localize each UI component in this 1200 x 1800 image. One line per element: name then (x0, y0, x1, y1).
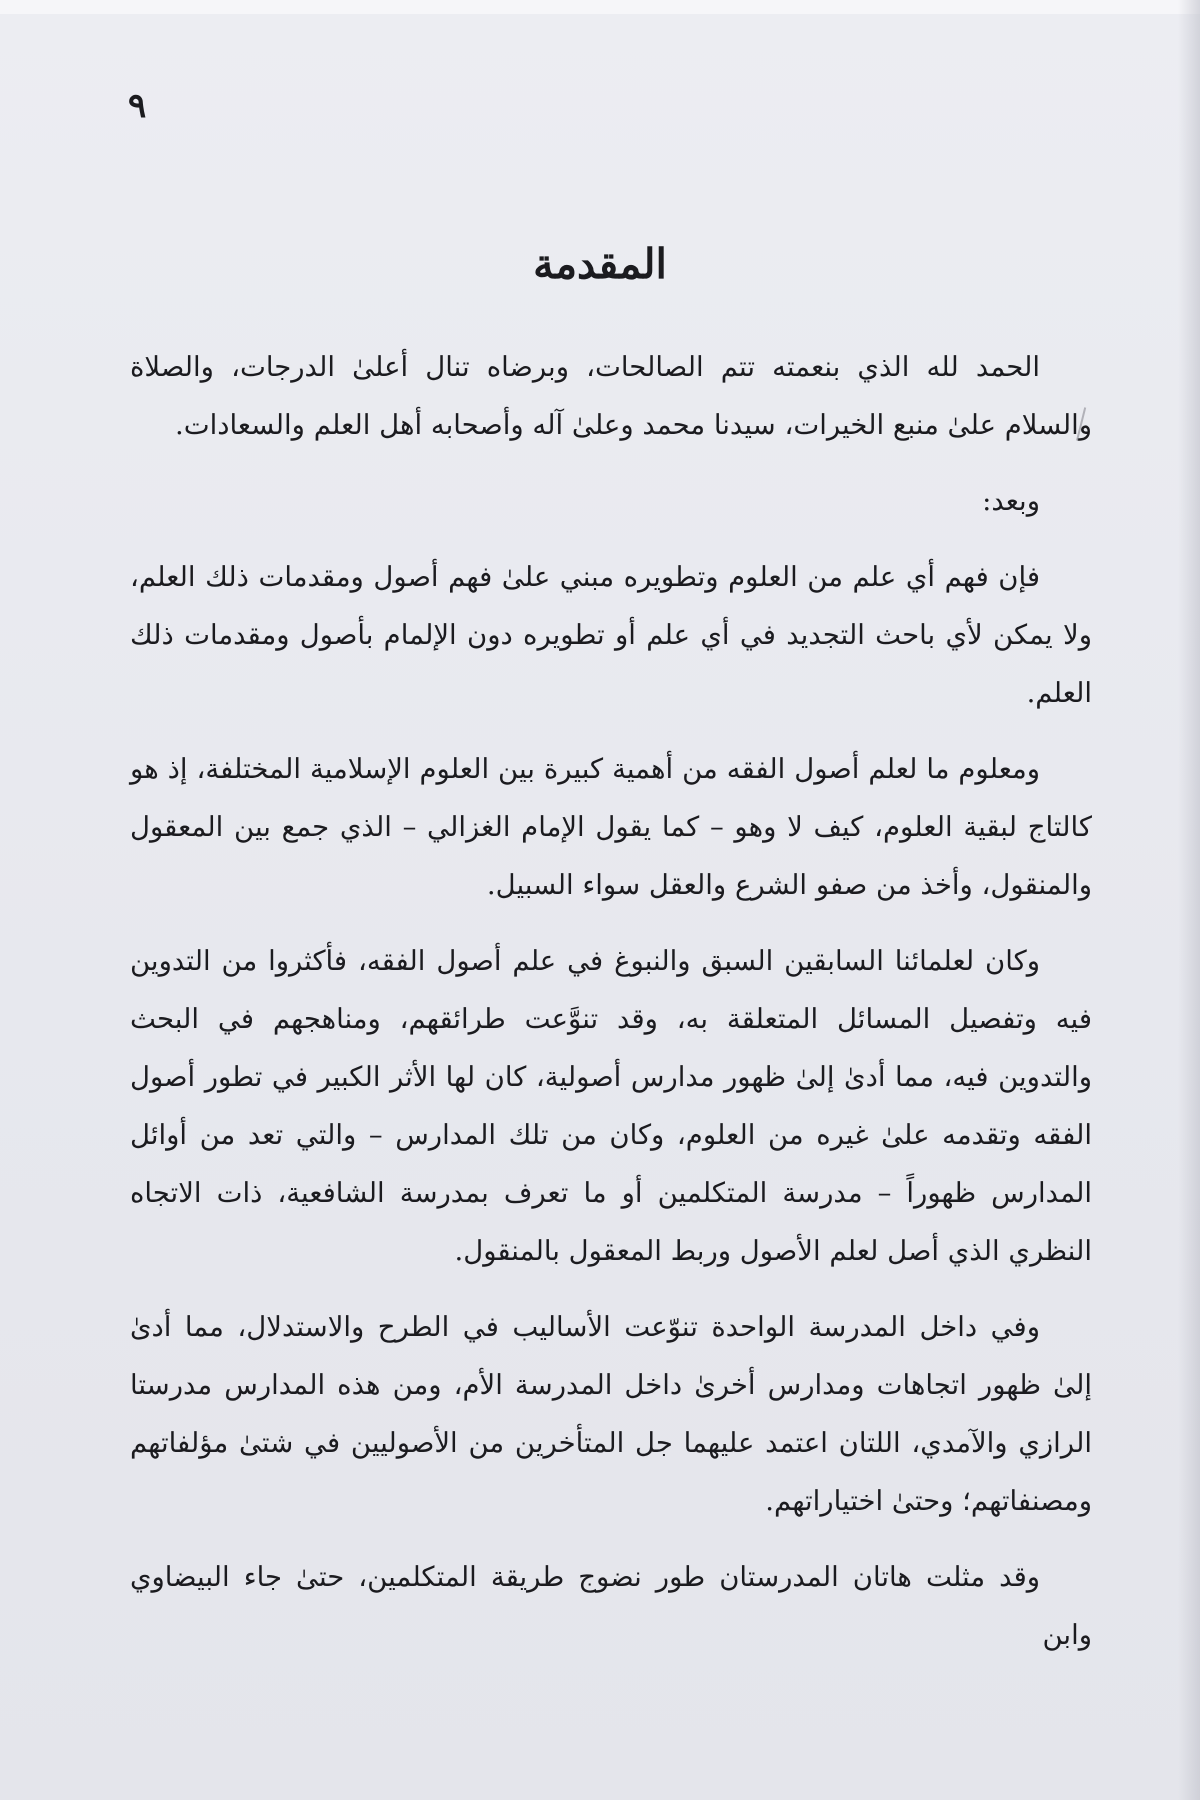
paragraph-importance-usul: ومعلوم ما لعلم أصول الفقه من أهمية كبيرة بين العلوم الإسلامية المختلفة، إذ هو كالتاج لبقية العلوم، كيف لا وهو – كما يقول الإمام الغزالي – الذي جمع بين المعقول والمنقول، وأخذ من صفو الشرع والعقل سواء السبيل. (130, 753, 1092, 901)
paragraph-schools-usul: وكان لعلمائنا السابقين السبق والنبوغ في علم أصول الفقه، فأكثروا من التدوين فيه وتفصيل المسائل المتعلقة به، وقد تنوَّعت طرائقهم، ومناهجهم في البحث والتدوين فيه، مما أدىٰ إلىٰ ظهور مدارس أصولية، كان لها الأثر الكبير في تطور أصول الفقه وتقدمه علىٰ غيره من العلوم، وكان من تلك المدارس – والتي تعد من أوائل المدارس ظهوراً – مدرسة المتكلمين أو ما تعرف بمدرسة الشافعية، ذات الاتجاه النظري الذي أصل لعلم الأصول وربط المعقول بالمنقول. (130, 945, 1092, 1267)
paragraph-maturity-method: وقد مثلت هاتان المدرستان طور نضوج طريقة المتكلمين، حتىٰ جاء البيضاوي وابن (130, 1561, 1092, 1651)
page-top-edge (0, 0, 1200, 14)
paragraph-understanding-sciences: فإن فهم أي علم من العلوم وتطويره مبني علىٰ فهم أصول ومقدمات ذلك العلم، ولا يمكن لأي باحث التجديد في أي علم أو تطويره دون الإلمام بأصول ومقدمات ذلك العلم. (130, 561, 1092, 709)
paragraph-opening-praise: الحمد لله الذي بنعمته تتم الصالحات، وبرضاه تنال أعلىٰ الدرجات، والصلاة والسلام علىٰ منبع الخيرات، سيدنا محمد وعلىٰ آله وأصحابه أهل العلم والسعادات. (130, 351, 1092, 441)
chapter-heading: المقدمة (533, 240, 667, 288)
body-text (130, 338, 1092, 1682)
paragraph-razi-amidi: وفي داخل المدرسة الواحدة تنوّعت الأساليب في الطرح والاستدلال، مما أدىٰ إلىٰ ظهور اتجاهات ومدارس أخرىٰ داخل المدرسة الأم، ومن هذه المدارس مدرستا الرازي والآمدي، اللتان اعتمد عليهما جل المتأخرين من الأصوليين في شتىٰ مؤلفاتهم ومصنفاتهم؛ وحتىٰ اختياراتهم. (130, 1311, 1092, 1517)
page-number: ٩ (128, 86, 147, 126)
paragraph-wa-bad: وبعد: (982, 485, 1040, 517)
